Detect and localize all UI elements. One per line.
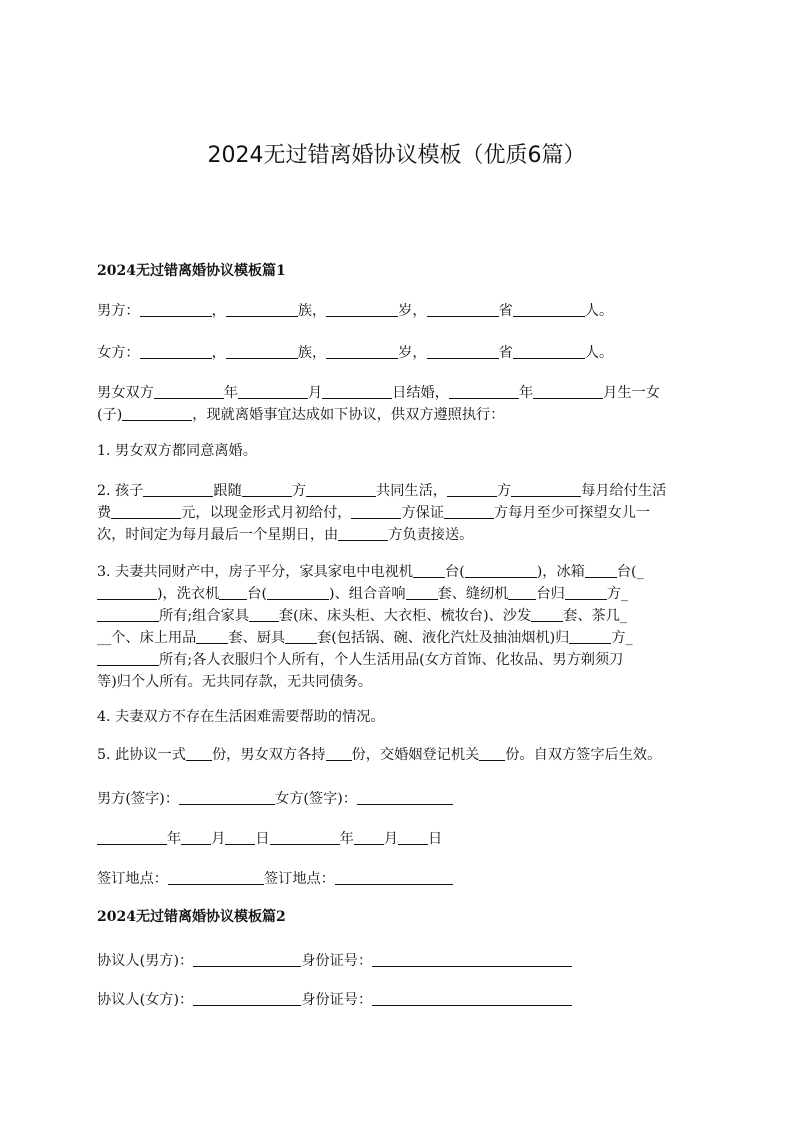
signature-line: 男方(签字)： 女方(签字)： bbox=[97, 788, 697, 810]
female-info-line: 女方： ， 族， 岁， 省 人。 bbox=[97, 345, 614, 361]
section-1-heading: 2024无过错离婚协议模板篇1 bbox=[97, 263, 286, 279]
place-line: 签订地点： 签订地点： bbox=[97, 868, 697, 890]
item-4: 4. 夫妻双方不存在生活困难需要帮助的情况。 bbox=[97, 709, 385, 725]
party-female-line: 协议人(女方)： 身份证号： bbox=[97, 989, 697, 1011]
date-line: 年 月 日 年 月 日 bbox=[97, 828, 697, 850]
male-info-line: 男方： ， 族， 岁， 省 人。 bbox=[97, 303, 614, 319]
item-1: 1. 男女双方都同意离婚。 bbox=[97, 443, 257, 459]
section-2-heading: 2024无过错离婚协议模板篇2 bbox=[97, 909, 286, 925]
page-title: 2024无过错离婚协议模板（优质6篇） bbox=[207, 143, 586, 168]
party-male-line: 协议人(男方)： 身份证号： bbox=[97, 950, 697, 972]
item-3: 3. 夫妻共同财产中，房子平分，家具家电中电视机 台( )，冰箱 台(_ )，洗衣机 台( )、组合音响 套、缝纫机 台归 方_ 所有;组合家具 套(床、床头柜、大衣柜、梳妆台)、沙发 套、茶几_ __个、床上用品 套、厨具 套(包括锅、碗、液化汽灶及抽油烟机)归 方_ 所有;各人衣服归个人所有，个人生活用品(女方首饰、化妆品、男方剃须刀 等)归个人所有。无共同存款，无共同债务。 bbox=[97, 564, 644, 690]
item-5: 5. 此协议一式 份，男女双方各持 份，交婚姻登记机关 份。自双方签字后生效。 bbox=[97, 747, 662, 763]
item-2: 2. 孩子 跟随 方 共同生活， 方 每月给付生活 费 元，以现金形式月初给付， 方保证 方每月至少可探望女儿一 次，时间定为每月最后一个星期日，由 方负责接送。 bbox=[97, 483, 667, 543]
marriage-paragraph: 男女双方 年 月 日结婚， 年 月生一女 (子) ，现就离婚事宜达成如下协议，供双方遵照执行： bbox=[97, 385, 660, 423]
